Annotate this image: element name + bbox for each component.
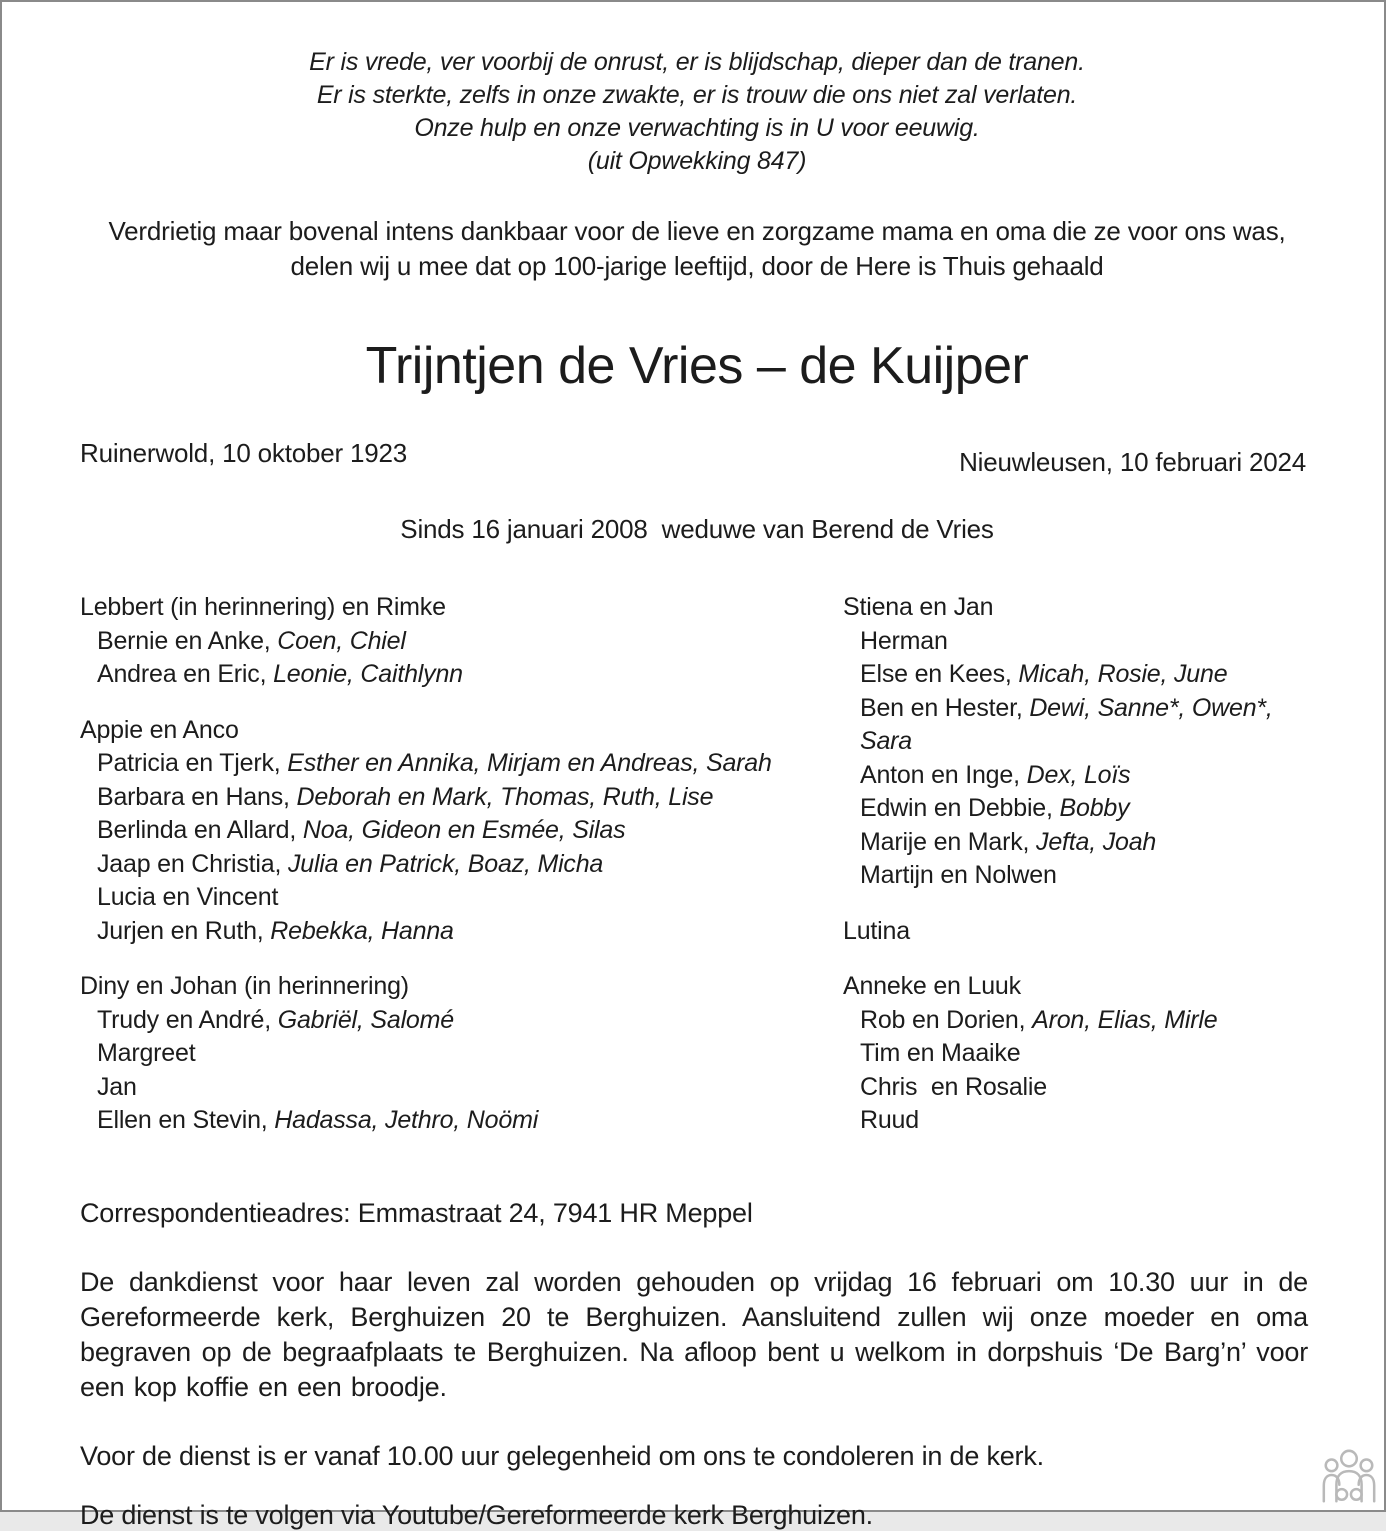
family-group (80, 970, 843, 1138)
family-group (80, 591, 843, 692)
family-member-line (843, 759, 1314, 793)
family-member-names: Ruud (860, 1106, 919, 1134)
grandchildren-names: Jefta, Joah (1036, 827, 1157, 856)
condolence-information: Voor de dienst is er vanaf 10.00 uur gelegenheid om ons te condoleren in de kerk. (80, 1440, 1044, 1471)
grandchildren-names: Gabriël, Salomé (277, 1005, 454, 1034)
grandchildren-names: Coen, Chiel (277, 626, 406, 655)
family-member-line (80, 848, 843, 882)
family-member-line (843, 1071, 1314, 1105)
announcement-line: delen wij u mee dat op 100-jarige leeftijd, door de Here is Thuis gehaald (290, 251, 1104, 281)
grandchildren-names: Bobby (1059, 794, 1130, 822)
family-member-line (843, 658, 1314, 692)
deceased-name: Trijntjen de Vries – de Kuijper (365, 337, 1029, 395)
family-group (843, 591, 1314, 893)
family-member-names: Berlinda en Allard, (97, 816, 303, 844)
family-member-names: Herman (860, 626, 948, 655)
grandchildren-names: Aron, Elias, Mirle (1032, 1005, 1218, 1034)
family-member-line (80, 881, 843, 915)
family-column-left (80, 591, 843, 1138)
family-group (80, 714, 843, 949)
family-member-line (843, 1037, 1314, 1071)
family-member-names: Marije en Mark, (860, 827, 1037, 856)
family-member-names: Trudy en André, (97, 1005, 278, 1034)
family-member-names: Ben en Hester, (860, 693, 1030, 722)
family-group-head: Anneke en Luuk (843, 972, 1021, 1000)
family-member-names: Barbara en Hans, (97, 782, 297, 811)
family-member-names: Ellen en Stevin, (97, 1106, 275, 1134)
family-member-line (843, 1004, 1314, 1038)
family-member-line (80, 915, 843, 949)
family-member-line (80, 814, 843, 848)
grandchildren-names: Esther en Annika, Mirjam en Andreas, Sarah (287, 749, 772, 777)
family-member-line (843, 692, 1314, 759)
family-group-head: Appie en Anco (80, 715, 239, 744)
announcement-line: Verdrietig maar bovenal intens dankbaar voor de lieve en zorgzame mama en oma die ze voor ons was, (108, 216, 1286, 246)
family-member-names: Jaap en Christia, (97, 849, 288, 878)
grandchildren-names: Dex, Loïs (1026, 760, 1131, 789)
family-member-line (80, 1071, 843, 1105)
family-member-names: Bernie en Anke, (97, 626, 278, 655)
grandchildren-names: Dewi, Sanne*, Owen*, Sara (860, 693, 1280, 755)
grandchildren-names: Micah, Rosie, June (1018, 660, 1228, 688)
correspondence-address: Correspondentieadres: Emmastraat 24, 7941 HR Meppel (80, 1197, 753, 1228)
family-group-head: Lutina (843, 916, 910, 945)
family-member-names: Jan (97, 1072, 137, 1101)
poem-line: Onze hulp en onze verwachting is in U voor eeuwig. (414, 114, 980, 142)
family-member-names: Andrea en Eric, (97, 660, 274, 688)
family-member-line (843, 859, 1314, 893)
poem-line: Er is sterkte, zelfs in onze zwakte, er is trouw die ons niet zal verlaten. (316, 81, 1078, 109)
family-icon (1318, 1444, 1380, 1508)
family-group (843, 970, 1314, 1138)
family-member-names: Chris en Rosalie (860, 1072, 1047, 1101)
family-member-line (80, 747, 843, 781)
family-member-line (80, 1037, 843, 1071)
family-member-line (843, 625, 1314, 659)
family-member-line (80, 658, 843, 692)
family-group-head: Stiena en Jan (843, 593, 994, 621)
family-member-names: Edwin en Debbie, (860, 794, 1060, 822)
family-member-names: Tim en Maaike (860, 1039, 1021, 1067)
family-member-line (843, 792, 1314, 826)
grandchildren-names: Leonie, Caithlynn (273, 660, 463, 688)
grandchildren-names: Rebekka, Hanna (270, 916, 454, 945)
grandchildren-names: Noa, Gideon en Esmée, Silas (302, 816, 626, 844)
stream-information: De dienst is te volgen via Youtube/Gereformeerde kerk Berghuizen. (80, 1499, 873, 1530)
poem-line: Er is vrede, ver voorbij de onrust, er is blijdschap, dieper dan de tranen. (309, 48, 1085, 76)
birth-place-date: Ruinerwold, 10 oktober 1923 (80, 438, 408, 468)
poem-attribution: (uit Opwekking 847) (587, 147, 807, 175)
family-member-line (843, 1104, 1314, 1138)
obituary-content (2, 2, 1384, 1531)
family-group-head: Diny en Johan (in herinnering) (80, 972, 409, 1000)
grandchildren-names: Julia en Patrick, Boaz, Micha (287, 849, 604, 878)
widow-line: Sinds 16 januari 2008 weduwe van Berend de Vries (400, 514, 994, 544)
family-member-names: Jurjen en Ruth, (97, 916, 271, 945)
family-member-line (80, 1104, 843, 1138)
death-place-date: Nieuwleusen, 10 februari 2024 (959, 447, 1306, 477)
death-announcement (80, 214, 1314, 284)
family-group-head: Lebbert (in herinnering) en Rimke (80, 593, 446, 621)
family-member-names: Rob en Dorien, (860, 1005, 1033, 1034)
family-member-names: Margreet (97, 1039, 196, 1067)
family-member-line (80, 781, 843, 815)
family-list (80, 591, 1314, 1138)
family-member-names: Else en Kees, (860, 660, 1019, 688)
grandchildren-names: Deborah en Mark, Thomas, Ruth, Lise (296, 782, 714, 811)
grandchildren-names: Hadassa, Jethro, Noömi (274, 1106, 539, 1134)
family-member-names: Anton en Inge, (860, 760, 1027, 789)
opening-poem (80, 46, 1314, 178)
family-member-line (843, 826, 1314, 860)
family-group (843, 915, 1314, 949)
family-member-names: Lucia en Vincent (97, 883, 279, 911)
family-member-line (80, 1004, 843, 1038)
service-information: De dankdienst voor haar leven zal worden gehouden op vrijdag 16 februari om 10.30 uur in de Gereformeerde kerk, Berghuizen 20 te Berghuizen. Aansluitend zullen wij onze moeder en oma begraven op de begraafplaats te Berghuizen. Na afloop bent u welkom in dorpshuis ‘De Barg’n’ voor een kop koffie en een broodje. (80, 1266, 1308, 1402)
family-member-names: Patricia en Tjerk, (97, 749, 288, 777)
birth-death-dates (80, 438, 1314, 478)
family-member-names: Martijn en Nolwen (860, 861, 1057, 889)
family-member-line (80, 625, 843, 659)
family-column-right (843, 591, 1314, 1138)
